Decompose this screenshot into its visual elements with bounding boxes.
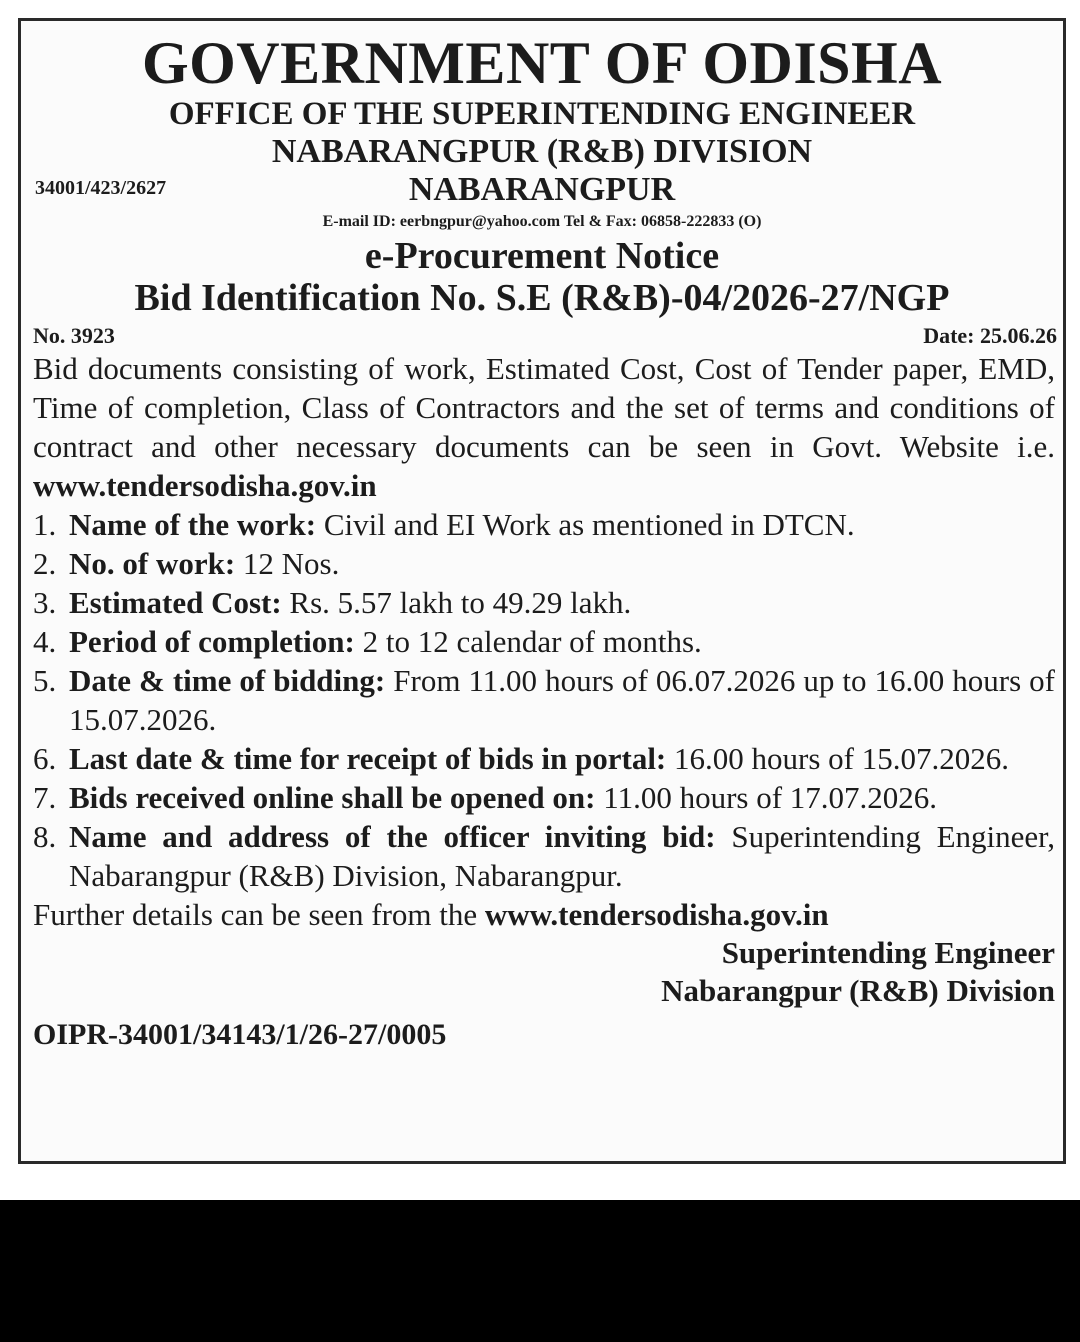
number-date-row	[21, 323, 1063, 349]
black-bottom-bar	[0, 1200, 1080, 1342]
list-item	[33, 739, 1055, 778]
place-heading: NABARANGPUR	[408, 171, 676, 208]
item-number: 8.	[33, 819, 57, 854]
contact-line: E-mail ID: eerbngpur@yahoo.com Tel & Fax: 06858-222833 (O)	[322, 213, 762, 230]
notice-number: No. 3923	[33, 323, 115, 348]
list-item	[33, 505, 1055, 544]
item-label: Period of completion:	[69, 624, 355, 659]
item-value: 2 to 12 calendar of months.	[362, 624, 702, 659]
item-number: 6.	[33, 741, 57, 776]
intro-paragraph	[33, 349, 1055, 505]
item-value: From 11.00 hours of 06.07.2026 up to 16.00 hours of 15.07.2026.	[69, 663, 1056, 737]
item-number: 7.	[33, 780, 57, 815]
oipr-number: OIPR-34001/34143/1/26-27/0005	[33, 1018, 447, 1051]
notice-title: e-Procurement Notice	[364, 235, 720, 277]
item-value: 11.00 hours of 17.07.2026.	[603, 780, 938, 815]
intro-text: Bid documents consisting of work, Estimated Cost, Cost of Tender paper, EMD, Time of completion, Class of Contractors and the set of terms and conditions of contract and other necessary documents can be seen in Govt. Website i.e.	[33, 351, 1055, 464]
item-label: No. of work:	[69, 546, 236, 581]
item-number: 5.	[33, 663, 57, 698]
item-value: 16.00 hours of 15.07.2026.	[674, 741, 1009, 776]
item-number: 2.	[33, 546, 57, 581]
office-heading: OFFICE OF THE SUPERINTENDING ENGINEER	[168, 96, 916, 132]
item-number: 3.	[33, 585, 57, 620]
list-item	[33, 622, 1055, 661]
further-details	[33, 895, 1055, 934]
notice-items	[33, 505, 1055, 895]
list-item	[33, 583, 1055, 622]
item-number: 1.	[33, 507, 57, 542]
notice-date: Date: 25.06.26	[923, 323, 1057, 348]
further-text: Further details can be seen from the	[33, 897, 478, 932]
item-label: Last date & time for receipt of bids in portal:	[69, 741, 667, 776]
signatory-title: Superintending Engineer	[721, 935, 1055, 970]
notice-body	[21, 349, 1063, 934]
intro-website-link: www.tendersodisha.gov.in	[33, 468, 377, 503]
item-value: 12 Nos.	[242, 546, 340, 581]
item-value: Rs. 5.57 lakh to 49.29 lakh.	[289, 585, 632, 620]
item-label: Bids received online shall be opened on:	[69, 780, 596, 815]
bid-identification: Bid Identification No. S.E (R&B)-04/2026-27/NGP	[134, 277, 950, 319]
list-item	[33, 817, 1055, 895]
government-heading: GOVERNMENT OF ODISHA	[141, 30, 943, 96]
list-item	[33, 778, 1055, 817]
list-item	[33, 544, 1055, 583]
footer-website-link: www.tendersodisha.gov.in	[484, 897, 829, 932]
item-label: Date & time of bidding:	[69, 663, 386, 698]
item-value: Superintending Engineer, Nabarangpur (R&B) Division, Nabarangpur.	[69, 819, 1056, 893]
ref-row	[21, 171, 1063, 209]
signatory-division: Nabarangpur (R&B) Division	[661, 973, 1055, 1008]
item-value: Civil and EI Work as mentioned in DTCN.	[323, 507, 855, 542]
division-heading: NABARANGPUR (R&B) DIVISION	[271, 133, 813, 170]
reference-code: 34001/423/2627	[35, 177, 167, 199]
tender-notice	[18, 18, 1066, 1164]
item-label: Estimated Cost:	[69, 585, 282, 620]
item-label: Name and address of the officer inviting bid:	[69, 819, 716, 854]
list-item	[33, 661, 1055, 739]
item-label: Name of the work:	[69, 507, 317, 542]
item-number: 4.	[33, 624, 57, 659]
